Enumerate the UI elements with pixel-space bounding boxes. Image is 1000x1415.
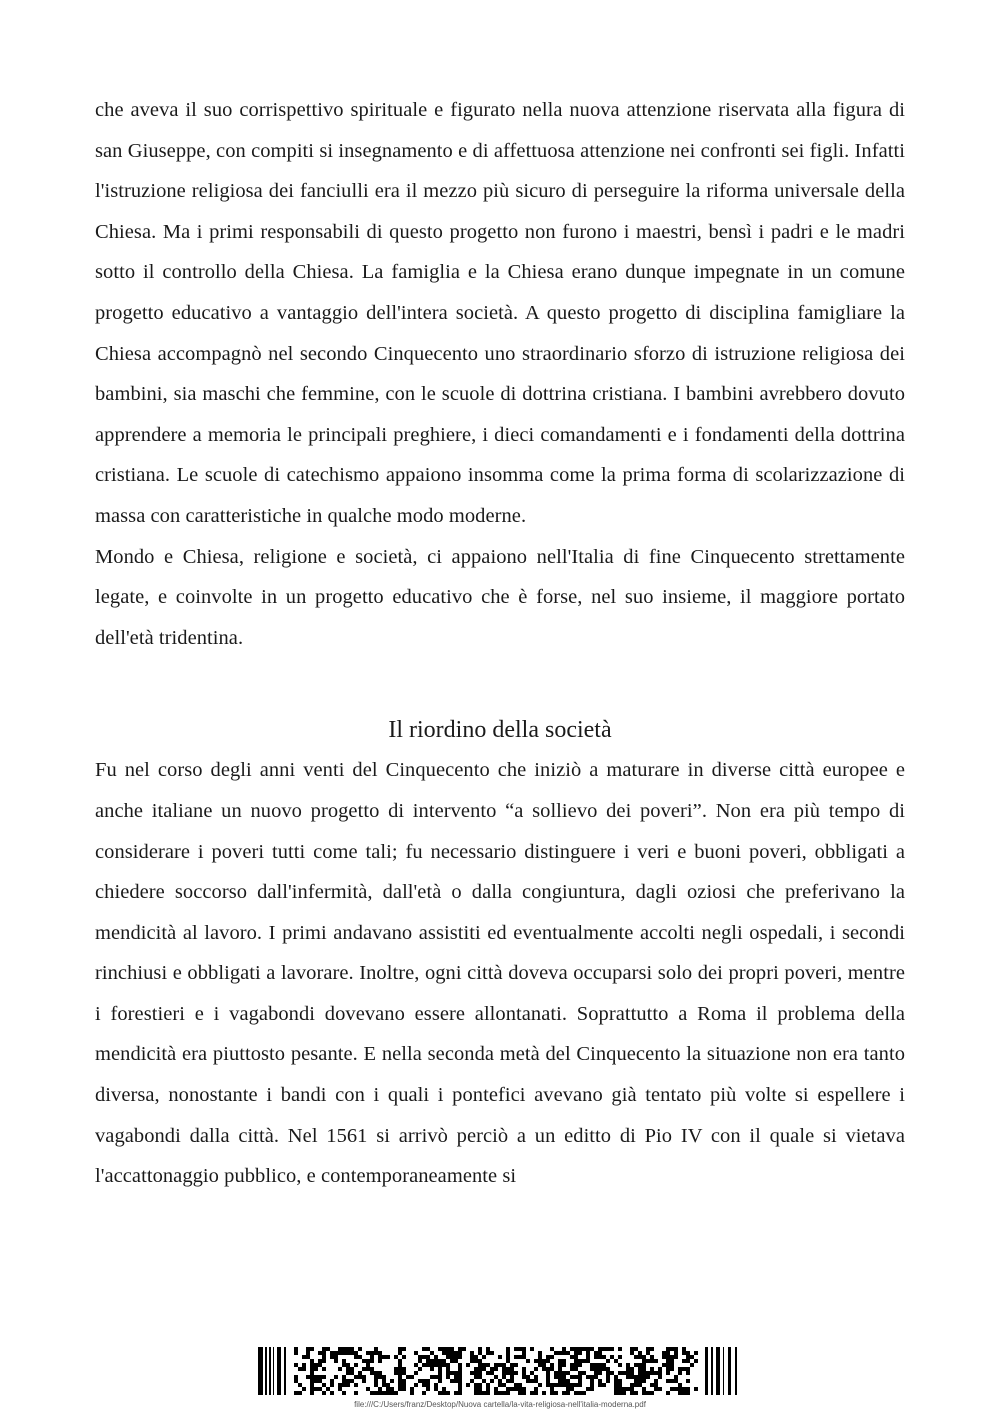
paragraph: Mondo e Chiesa, religione e società, ci appaiono nell'Italia di fine Cinquecento strettamente legate, e coinvolte in un progetto educativo che è forse, nel suo insieme, il maggiore portato dell'età tridentina.	[95, 545, 905, 649]
file-path: file:///C:/Users/franz/Desktop/Nuova cartella/la-vita-religiosa-nell'italia-moderna.pdf	[354, 1400, 646, 1409]
barcode-icon	[250, 1345, 750, 1397]
document-page	[95, 90, 905, 1197]
page-footer	[0, 1345, 1000, 1415]
paragraph: che aveva il suo corrispettivo spirituale e figurato nella nuova attenzione riservata alla figura di san Giuseppe, con compiti si insegnamento e di affettuosa attenzione nei confronti sei figli. Infatti l'istruzione religiosa dei fanciulli era il mezzo più sicuro di perseguire la riforma universale della Chiesa. Ma i primi responsabili di questo progetto non furono i maestri, bensì i padri e le madri sotto il controllo della Chiesa. La famiglia e la Chiesa erano dunque impegnate in un comune progetto educativo a vantaggio dell'intera società. A questo progetto di disciplina famigliare la Chiesa accompagnò nel secondo Cinquecento uno straordinario sforzo di istruzione religiosa dei bambini, sia maschi che femmine, con le scuole di dottrina cristiana. I bambini avrebbero dovuto apprendere a memoria le principali preghiere, i dieci comandamenti e i fondamenti della dottrina cristiana. Le scuole di catechismo appaiono insomma come la prima forma di scolarizzazione di massa con caratteristiche in qualche modo moderne.	[95, 99, 905, 527]
section-heading: Il riordino della società	[388, 717, 612, 744]
paragraph: Fu nel corso degli anni venti del Cinquecento che iniziò a maturare in diverse città europee e anche italiane un nuovo progetto di intervento “a sollievo dei poveri”. Non era più tempo di considerare i poveri tutti come tali; fu necessario distinguere i veri e buoni poveri, obbligati a chiedere soccorso dall'infermità, dall'età o dalla congiuntura, dagli oziosi che preferivano la mendicità al lavoro. I primi andavano assistiti ed eventualmente accolti negli ospedali, i secondi rinchiusi e obbligati a lavorare. Inoltre, ogni città doveva occuparsi solo dei propri poveri, mentre i forestieri e i vagabondi dovevano essere allontanati. Soprattutto a Roma il problema della mendicità era piuttosto pesante. E nella seconda metà del Cinquecento la situazione non era tanto diversa, nonostante i bandi con i quali i pontefici avevano già tentato più volte si espellere i vagabondi dalla città. Nel 1561 si arrivò perciò a un editto di Pio IV con il quale si vietava l'accattonaggio pubblico, e contemporaneamente si	[95, 759, 905, 1188]
